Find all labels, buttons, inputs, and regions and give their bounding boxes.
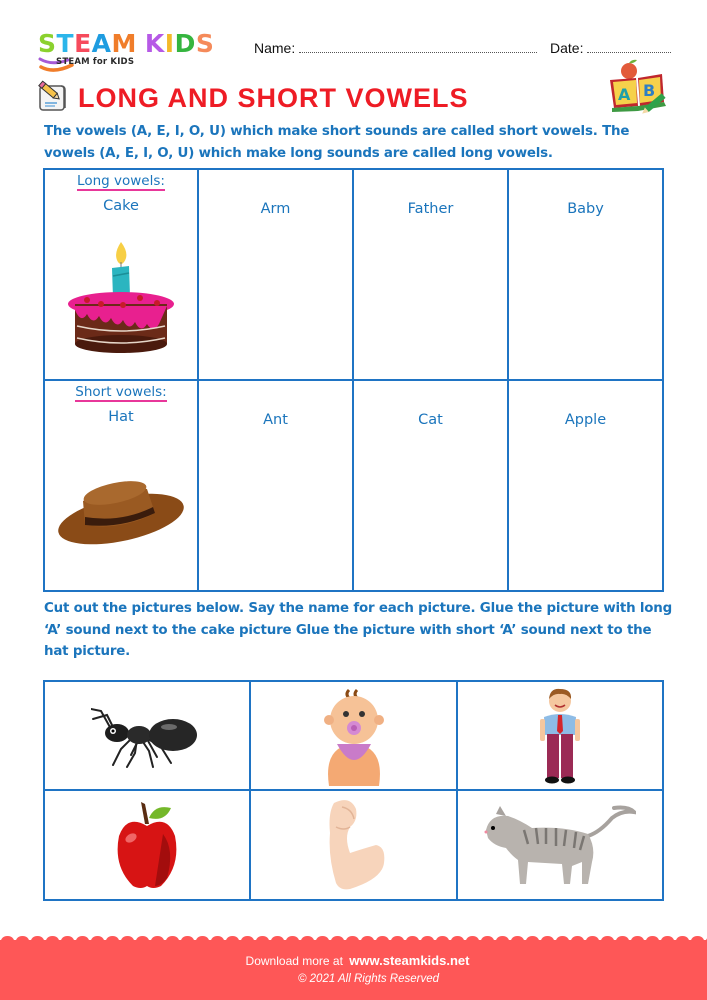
cutout-cell-father[interactable] — [458, 682, 662, 791]
logo-letter: K — [144, 29, 165, 58]
ant-picture-icon — [91, 701, 203, 771]
footer-bar — [0, 940, 707, 1000]
sort-cell[interactable] — [354, 381, 509, 590]
arm-picture-icon — [322, 797, 386, 893]
name-label: Name: — [254, 40, 296, 56]
intro-paragraph: The vowels (A, E, I, O, U) which make short sounds are called short vowels. The vowels (A, E, I, O, U) which make long sounds are called long vowels. — [44, 124, 630, 161]
steam-kids-logo — [38, 30, 238, 76]
cutout-pictures-table — [43, 680, 664, 901]
baby-picture-icon — [319, 686, 389, 786]
long-vowel-example-cell — [45, 170, 199, 381]
sort-cell-word: Arm — [260, 201, 291, 217]
footer-url-link[interactable]: www.steamkids.net — [349, 953, 470, 968]
cat-picture-icon — [484, 804, 636, 886]
sort-cell[interactable] — [509, 381, 662, 590]
short-vowels-heading: Short vowels: — [75, 384, 167, 400]
cutout-cell-ant[interactable] — [45, 682, 251, 791]
sort-cell-word: Cat — [418, 412, 443, 428]
pencil-scroll-icon — [35, 80, 69, 112]
vowel-sort-table — [43, 168, 664, 592]
example-word-cake: Cake — [103, 198, 139, 214]
cutout-cell-baby[interactable] — [251, 682, 458, 791]
father-picture-icon — [540, 687, 580, 785]
logo-letter: S — [38, 29, 57, 58]
sort-cell-word: Baby — [567, 201, 604, 217]
footer-download-line — [0, 953, 707, 968]
logo-letter: E — [74, 29, 92, 58]
cutout-cell-apple[interactable] — [45, 791, 251, 899]
cutout-cell-arm[interactable] — [251, 791, 458, 899]
sort-cell[interactable] — [354, 170, 509, 381]
name-blank-line[interactable] — [299, 41, 537, 53]
logo-tagline: STEAM for KIDS — [56, 57, 135, 67]
svg-text:B: B — [643, 81, 656, 100]
page-title: LONG AND SHORT VOWELS — [78, 83, 469, 113]
footer-download-text: Download more at — [245, 954, 343, 968]
sort-cell-word: Ant — [263, 412, 288, 428]
apple-picture-icon — [115, 800, 179, 890]
cutout-cell-cat[interactable] — [458, 791, 662, 899]
hat-picture-icon — [55, 473, 187, 549]
logo-letter: A — [91, 29, 112, 58]
sort-cell[interactable] — [199, 381, 354, 590]
sort-cell[interactable] — [509, 170, 662, 381]
logo-letter: M — [111, 29, 137, 58]
sort-cell[interactable] — [199, 170, 354, 381]
logo-letter: D — [174, 29, 196, 58]
logo-wordmark — [38, 30, 214, 58]
svg-text:A: A — [618, 85, 631, 104]
logo-letter: T — [56, 29, 75, 58]
date-field[interactable] — [550, 40, 671, 56]
example-word-hat: Hat — [108, 409, 134, 425]
cake-picture-icon — [65, 240, 177, 356]
name-field[interactable] — [254, 40, 537, 56]
logo-letter: S — [195, 29, 215, 58]
long-vowels-heading: Long vowels: — [77, 173, 165, 189]
abc-book-icon — [604, 58, 674, 114]
sort-cell-word: Apple — [564, 412, 607, 428]
footer-copyright: © 2021 All Rights Reserved — [297, 973, 439, 985]
short-vowel-example-cell — [45, 381, 199, 590]
date-blank-line[interactable] — [587, 41, 671, 53]
sort-cell-word: Father — [407, 201, 454, 217]
logo-letter: I — [164, 29, 175, 58]
instructions-paragraph: Cut out the pictures below. Say the name for each picture. Glue the picture with long ‘A’ sound next to the cake picture Glue the picture with short ‘A’ sound next to the hat picture. — [44, 601, 672, 659]
date-label: Date: — [550, 40, 584, 56]
